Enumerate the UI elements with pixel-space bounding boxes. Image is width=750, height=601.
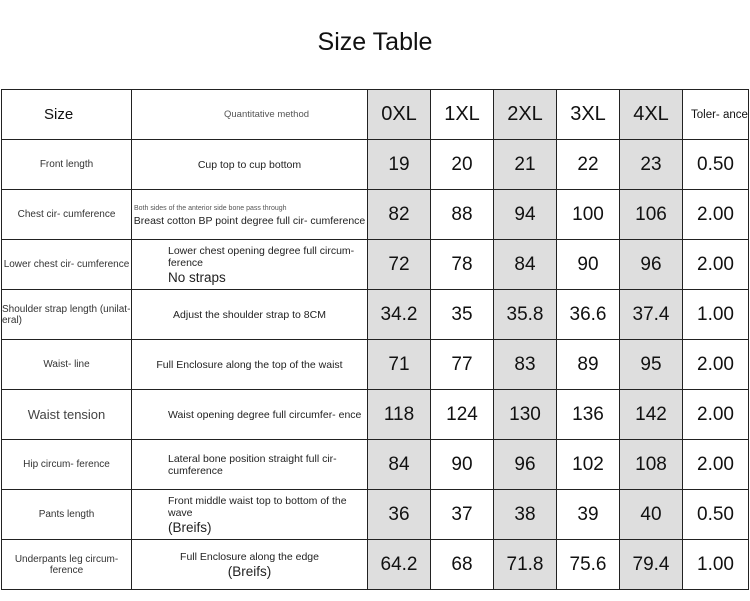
size-value-4xl: 40 xyxy=(620,490,683,540)
table-row xyxy=(2,340,749,390)
tolerance-value: 2.00 xyxy=(683,340,749,390)
method-text: Waist opening degree full circumfer- ence xyxy=(168,408,362,421)
table-row xyxy=(2,240,749,290)
size-value-4xl: 95 xyxy=(620,340,683,390)
method-text: Lateral bone position straight full cir- cumference xyxy=(168,452,337,477)
measurement-name: Pants length xyxy=(2,490,132,540)
table-row xyxy=(2,140,749,190)
method-text: Adjust the shoulder strap to 8CM xyxy=(173,308,326,321)
header-size-2xl: 2XL xyxy=(494,90,557,140)
measurement-name: Shoulder strap length (unilat- eral) xyxy=(2,290,132,340)
tolerance-value: 2.00 xyxy=(683,390,749,440)
size-value-0xl: 84 xyxy=(368,440,431,490)
size-value-0xl: 64.2 xyxy=(368,540,431,590)
page-title: Size Table xyxy=(317,28,433,56)
header-size-4xl: 4XL xyxy=(620,90,683,140)
size-value-4xl: 23 xyxy=(620,140,683,190)
size-value-1xl: 20 xyxy=(431,140,494,190)
method-text: Lower chest opening degree full circum- ference xyxy=(168,245,355,269)
header-size-0xl: 0XL xyxy=(368,90,431,140)
method-text: Breast cotton BP point degree full cir- cumference xyxy=(133,214,366,227)
measurement-method xyxy=(132,240,368,290)
tolerance-value: 0.50 xyxy=(683,140,749,190)
size-value-1xl: 35 xyxy=(431,290,494,340)
measurement-method xyxy=(132,390,368,440)
size-value-2xl: 38 xyxy=(494,490,557,540)
size-value-1xl: 78 xyxy=(431,240,494,290)
method-note: Both sides of the anterior side bone pass through xyxy=(134,204,287,212)
size-value-2xl: 84 xyxy=(494,240,557,290)
measurement-method xyxy=(132,440,368,490)
header-size-3xl: 3XL xyxy=(557,90,620,140)
measurement-name: Waist tension xyxy=(2,390,132,440)
size-value-3xl: 90 xyxy=(557,240,620,290)
size-value-4xl: 106 xyxy=(620,190,683,240)
method-subnote: No straps xyxy=(168,270,226,285)
size-value-3xl: 100 xyxy=(557,190,620,240)
tolerance-value: 2.00 xyxy=(683,190,749,240)
table-row xyxy=(2,540,749,590)
size-value-2xl: 35.8 xyxy=(494,290,557,340)
size-value-4xl: 37.4 xyxy=(620,290,683,340)
size-value-0xl: 36 xyxy=(368,490,431,540)
size-value-3xl: 89 xyxy=(557,340,620,390)
measurement-name: Front length xyxy=(2,140,132,190)
tolerance-value: 1.00 xyxy=(683,540,749,590)
tolerance-value: 1.00 xyxy=(683,290,749,340)
size-value-2xl: 130 xyxy=(494,390,557,440)
method-text: Front middle waist top to bottom of the wave xyxy=(168,495,347,519)
size-value-3xl: 136 xyxy=(557,390,620,440)
size-value-3xl: 39 xyxy=(557,490,620,540)
tolerance-value: 0.50 xyxy=(683,490,749,540)
tolerance-value: 2.00 xyxy=(683,440,749,490)
size-value-1xl: 37 xyxy=(431,490,494,540)
method-text: Full Enclosure along the top of the waist xyxy=(156,358,343,371)
table-header-row xyxy=(2,90,749,140)
size-value-1xl: 124 xyxy=(431,390,494,440)
size-value-4xl: 79.4 xyxy=(620,540,683,590)
table-row xyxy=(2,290,749,340)
size-value-1xl: 68 xyxy=(431,540,494,590)
measurement-method xyxy=(132,190,368,240)
size-value-0xl: 72 xyxy=(368,240,431,290)
measurement-method xyxy=(132,490,368,540)
size-value-0xl: 118 xyxy=(368,390,431,440)
table-row xyxy=(2,440,749,490)
table-row xyxy=(2,390,749,440)
measurement-method xyxy=(132,290,368,340)
measurement-name: Chest cir- cumference xyxy=(2,190,132,240)
measurement-method xyxy=(132,140,368,190)
size-value-4xl: 142 xyxy=(620,390,683,440)
measurement-method xyxy=(132,340,368,390)
size-value-1xl: 88 xyxy=(431,190,494,240)
table-row xyxy=(2,490,749,540)
size-value-3xl: 36.6 xyxy=(557,290,620,340)
size-value-0xl: 71 xyxy=(368,340,431,390)
size-value-3xl: 75.6 xyxy=(557,540,620,590)
size-value-0xl: 82 xyxy=(368,190,431,240)
header-size-1xl: 1XL xyxy=(431,90,494,140)
size-value-0xl: 19 xyxy=(368,140,431,190)
method-text: Cup top to cup bottom xyxy=(197,158,302,171)
measurement-name: Waist- line xyxy=(2,340,132,390)
size-value-0xl: 34.2 xyxy=(368,290,431,340)
size-value-2xl: 83 xyxy=(494,340,557,390)
measurement-name: Hip circum- ference xyxy=(2,440,132,490)
table-row xyxy=(2,190,749,240)
measurement-name: Underpants leg circum- ference xyxy=(2,540,132,590)
method-subnote: (Breifs) xyxy=(227,564,272,579)
measurement-name: Lower chest cir- cumference xyxy=(2,240,132,290)
size-value-1xl: 77 xyxy=(431,340,494,390)
tolerance-value: 2.00 xyxy=(683,240,749,290)
size-value-3xl: 102 xyxy=(557,440,620,490)
header-method: Quantitative method xyxy=(132,90,368,140)
method-text: Full Enclosure along the edge xyxy=(180,551,319,563)
size-value-2xl: 71.8 xyxy=(494,540,557,590)
size-table xyxy=(1,89,749,590)
size-value-1xl: 90 xyxy=(431,440,494,490)
size-value-2xl: 94 xyxy=(494,190,557,240)
size-value-3xl: 22 xyxy=(557,140,620,190)
measurement-method xyxy=(132,540,368,590)
size-value-2xl: 96 xyxy=(494,440,557,490)
method-subnote: (Breifs) xyxy=(168,520,212,535)
size-value-2xl: 21 xyxy=(494,140,557,190)
header-size: Size xyxy=(2,90,132,140)
size-value-4xl: 96 xyxy=(620,240,683,290)
header-tolerance: Toler- ance xyxy=(683,90,749,140)
size-value-4xl: 108 xyxy=(620,440,683,490)
